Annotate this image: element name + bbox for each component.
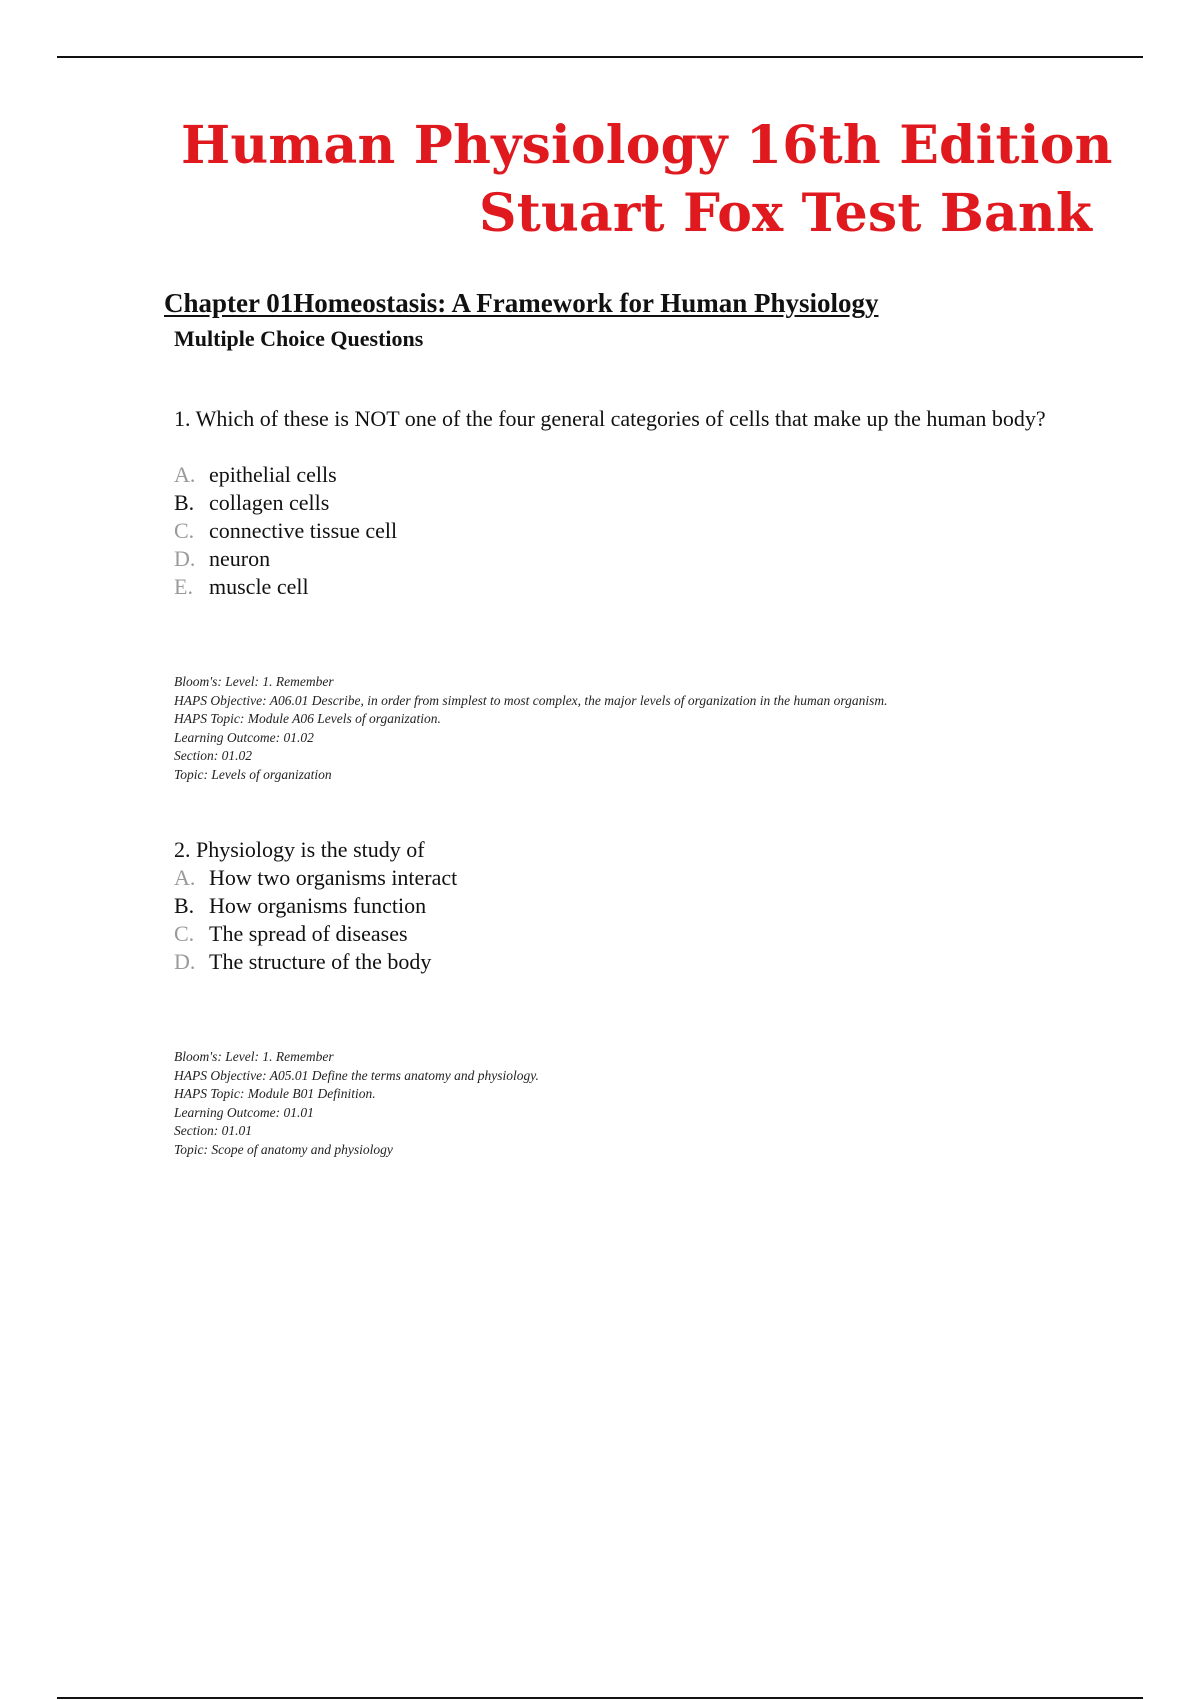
option-text: How organisms function <box>209 893 427 918</box>
option-b-correct <box>174 489 397 517</box>
question-2-options <box>174 864 457 976</box>
meta-learning-outcome: Learning Outcome: 01.02 <box>174 729 314 745</box>
option-c <box>174 920 457 948</box>
option-text: The structure of the body <box>209 949 432 974</box>
option-d <box>174 545 397 573</box>
option-letter: D. <box>174 546 196 571</box>
meta-blooms-level: Bloom's: Level: 1. Remember <box>174 674 334 689</box>
option-text: The spread of diseases <box>209 921 408 946</box>
option-letter: A. <box>174 462 196 487</box>
option-text: connective tissue cell <box>209 518 398 543</box>
meta-learning-outcome: Learning Outcome: 01.01 <box>174 1104 314 1120</box>
option-a <box>174 864 457 892</box>
option-e <box>174 573 397 601</box>
question-2-metadata <box>174 1048 539 1159</box>
option-text: muscle cell <box>209 574 309 599</box>
meta-haps-topic: HAPS Topic: Module B01 Definition. <box>174 1086 376 1101</box>
meta-haps-topic: HAPS Topic: Module A06 Levels of organization. <box>174 711 441 726</box>
question-2-text: 2. Physiology is the study of <box>174 837 425 862</box>
option-letter: E. <box>174 574 193 599</box>
meta-haps-objective: HAPS Objective: A05.01 Define the terms anatomy and physiology. <box>174 1067 539 1083</box>
option-a <box>174 461 397 489</box>
option-letter: B. <box>174 490 195 515</box>
chapter-heading: Chapter 01Homeostasis: A Framework for Human Physiology <box>164 288 879 318</box>
option-text: collagen cells <box>209 490 330 515</box>
document-title-line-1: Human Physiology 16th Edition <box>181 115 1113 176</box>
document-title-line-2: Stuart Fox Test Bank <box>479 183 1093 244</box>
question-1-text: 1. Which of these is NOT one of the four general categories of cells that make up the human body? <box>174 406 1046 431</box>
question-1-options <box>174 461 397 601</box>
option-text: epithelial cells <box>209 462 337 487</box>
option-b-correct <box>174 892 457 920</box>
option-c <box>174 517 397 545</box>
option-letter: D. <box>174 949 196 974</box>
meta-section: Section: 01.02 <box>174 748 252 763</box>
meta-haps-objective: HAPS Objective: A06.01 Describe, in order from simplest to most complex, the major levels of organization in the human organism. <box>174 692 888 708</box>
option-letter: A. <box>174 865 196 890</box>
meta-topic: Topic: Scope of anatomy and physiology <box>174 1141 393 1157</box>
option-letter: C. <box>174 518 195 543</box>
section-heading: Multiple Choice Questions <box>174 326 424 351</box>
option-text: How two organisms interact <box>209 865 458 890</box>
option-text: neuron <box>209 546 271 571</box>
option-letter: B. <box>174 893 195 918</box>
meta-blooms-level: Bloom's: Level: 1. Remember <box>174 1049 334 1064</box>
bottom-divider <box>57 1697 1143 1699</box>
meta-section: Section: 01.01 <box>174 1123 252 1138</box>
question-1-metadata <box>174 673 888 784</box>
meta-topic: Topic: Levels of organization <box>174 766 332 782</box>
option-letter: C. <box>174 921 195 946</box>
top-divider <box>57 56 1143 58</box>
option-d <box>174 948 457 976</box>
